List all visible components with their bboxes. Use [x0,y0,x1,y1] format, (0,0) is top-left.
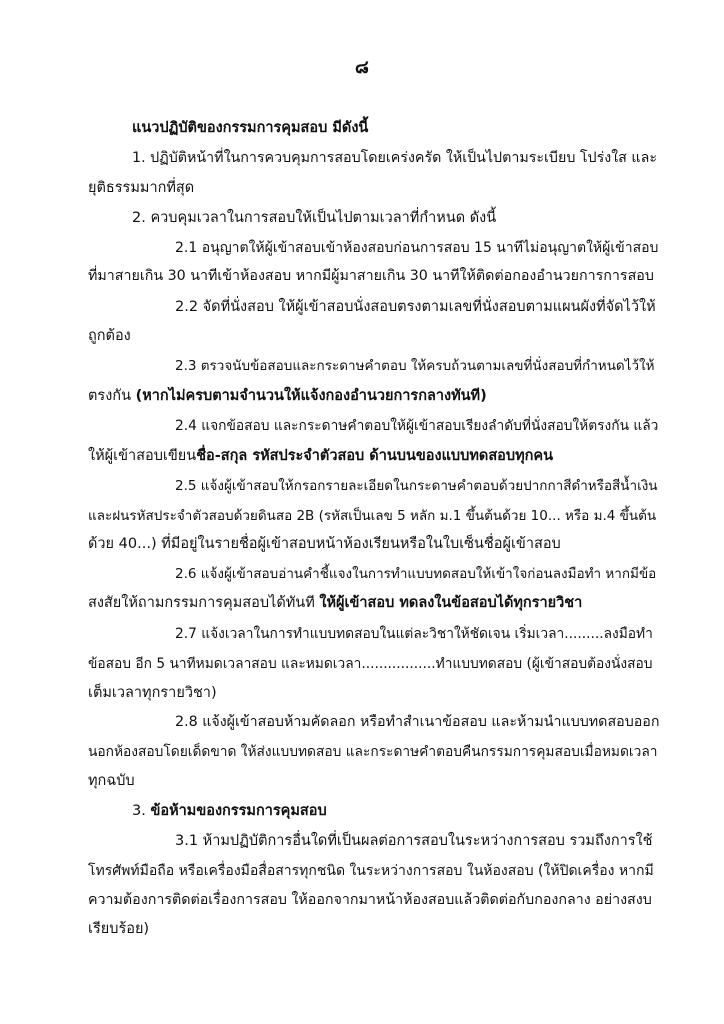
item-2-4-line-1: 2.4 แจกข้อสอบ และกระดาษคำตอบให้ผู้เข้าสอบเรียงลำดับที่นั่งสอบให้ตรงกัน แล้ว [175,418,659,434]
item-2-6-emphasis: ให้ผู้เข้าสอบ ทดลงในข้อสอบได้ทุกรายวิชา [319,595,583,611]
item-2-6-line-1: 2.6 แจ้งผู้เข้าสอบอ่านคำชี้แจงในการทำแบบทดสอบให้เข้าใจก่อนลงมือทำ หากมีข้อ [175,566,657,582]
item-2-5-line-3: ด้วย 40...) ที่มีอยู่ในรายชื่อผู้เข้าสอบหน้าห้องเรียนหรือในใบเซ็นชื่อผู้เข้าสอบ [88,536,561,552]
item-3-1-line-4: เรียบร้อย) [88,921,150,937]
item-2-6-text: สงสัยให้ถามกรรมการคุมสอบได้ทันที [88,595,320,611]
item-2-3-emphasis: (หากไม่ครบตามจำนวนให้แจ้งกองอำนวยการกลางทันที) [135,388,487,404]
item-2-3-line-2 [88,386,487,406]
item-2-8-line-3: ทุกฉบับ [88,773,135,789]
item-2-3-text: ตรงกัน [88,388,136,404]
item-2-5-line-2: และฝนรหัสประจำตัวสอบด้วยดินสอ 2B (รหัสเป็นเลข 5 หลัก ม.1 ขึ้นต้นด้วย 10... หรือ ม.4 ขึ้นต้น [88,508,657,524]
item-2-line-1: 2. ควบคุมเวลาในการสอบให้เป็นไปตามเวลาที่กำหนด ดังนี้ [132,210,497,226]
item-2-2-line-1: 2.2 จัดที่นั่งสอบ ให้ผู้เข้าสอบนั่งสอบตรงตามเลขที่นั่งสอบตามแผนผังที่จัดไว้ให้ [175,299,656,315]
item-2-1-line-1: 2.1 อนุญาตให้ผู้เข้าสอบเข้าห้องสอบก่อนการสอบ 15 นาทีไม่อนุญาตให้ผู้เข้าสอบ [175,240,659,256]
item-2-4-line-2 [88,446,553,466]
item-2-8-line-2: นอกห้องสอบโดยเด็ดขาด ให้ส่งแบบทดสอบ และกระดาษคำตอบคืนกรรมการคุมสอบเมื่อหมดเวลา [88,744,658,760]
item-2-7-line-1: 2.7 แจ้งเวลาในการทำแบบทดสอบในแต่ละวิชาให้ชัดเจน เริ่มเวลา.........ลงมือทำ [175,626,653,642]
item-2-4-text: ให้ผู้เข้าสอบเขียน [88,448,197,464]
item-2-6-line-2 [88,593,582,613]
item-1-line-2: ยุติธรรมมากที่สุด [88,180,195,196]
item-2-4-emphasis: ชื่อ-สกุล รหัสประจำตัวสอบ ด้านบนของแบบทดสอบทุกคน [196,448,554,464]
item-3-1-line-2: โทรศัพท์มือถือ หรือเครื่องมือสื่อสารทุกชนิด ในระหว่างการสอบ ในห้องสอบ (ให้ปิดเครื่อง หากมี [88,863,654,879]
section-heading: แนวปฏิบัติของกรรมการคุมสอบ มีดังนี้ [132,120,369,136]
item-3-title: ข้อห้ามของกรรมการคุมสอบ [150,803,327,819]
item-2-2-line-2: ถูกต้อง [88,328,131,344]
item-2-7-line-3: เต็มเวลาทุกรายวิชา) [88,685,217,701]
item-2-1-line-2: ที่มาสายเกิน 30 นาทีเข้าห้องสอบ หากมีผู้มาสายเกิน 30 นาทีให้ติดต่อกองอำนวยการการสอบ [88,268,654,284]
item-2-8-line-1: 2.8 แจ้งผู้เข้าสอบห้ามคัดลอก หรือทำสำเนาข้อสอบ และห้ามนำแบบทดสอบออก [175,714,660,730]
item-3-number: 3. [132,803,151,819]
item-1-line-1: 1. ปฏิบัติหน้าที่ในการควบคุมการสอบโดยเคร่งครัด ให้เป็นไปตามระเบียบ โปร่งใส และ [132,150,657,166]
item-3-1-line-1: 3.1 ห้ามปฏิบัติการอื่นใดที่เป็นผลต่อการสอบในระหว่างการสอบ รวมถึงการใช้ [175,833,653,849]
page-number: ๘ [355,57,369,78]
item-2-3-line-1: 2.3 ตรวจนับข้อสอบและกระดาษคำตอบ ให้ครบถ้วนตามเลขที่นั่งสอบที่กำหนดไว้ให้ [175,358,655,374]
item-2-7-line-2: ข้อสอบ อีก 5 นาทีหมดเวลาสอบ และหมดเวลา.................ทำแบบทดสอบ (ผู้เข้าสอบต้องนั่งสอบ [88,656,653,672]
item-2-5-line-1: 2.5 แจ้งผู้เข้าสอบให้กรอกรายละเอียดในกระดาษคำตอบด้วยปากกาสีดำหรือสีน้ำเงิน [175,478,658,494]
item-3-1-line-3: ความต้องการติดต่อเรื่องการสอบ ให้ออกจากมาหน้าห้องสอบแล้วติดต่อกับกองกลาง อย่างสงบ [88,892,652,908]
item-3-heading [132,801,327,821]
